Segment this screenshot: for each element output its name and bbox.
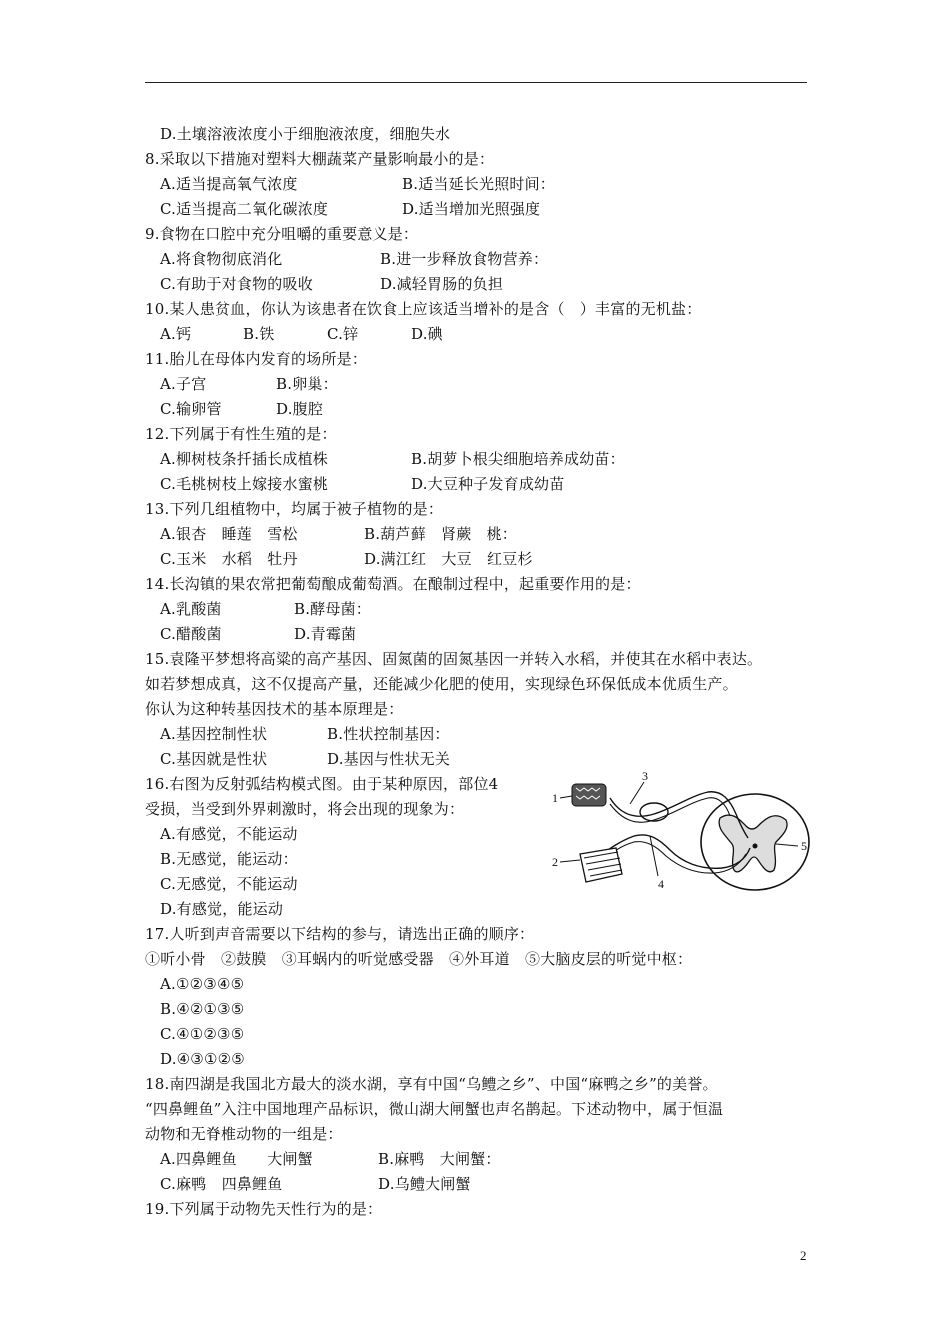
text-line: A.①②③④⑤	[160, 975, 245, 993]
text-line: C.无感觉，不能运动	[160, 875, 298, 893]
central-canal	[753, 844, 758, 849]
text-line: C.玉米 水稻 牡丹	[160, 550, 298, 568]
text-line: 9.食物在口腔中充分咀嚼的重要意义是：	[145, 225, 419, 243]
text-line: C.锌	[327, 325, 359, 343]
text-line: D.土壤溶液浓度小于细胞液浓度，细胞失水	[160, 125, 451, 143]
text-line: A.将食物彻底消化	[160, 250, 283, 268]
text-line: C.麻鸭 四鼻鲤鱼	[160, 1175, 283, 1193]
text-line: 你认为这种转基因技术的基本原理是：	[145, 700, 404, 718]
text-line: B.卵巢：	[276, 375, 338, 393]
text-line: A.子宫	[160, 375, 207, 393]
text-line: C.输卵管	[160, 400, 222, 418]
text-line: 如若梦想成真，这不仅提高产量，还能减少化肥的使用，实现绿色环保低成本优质生产。	[145, 675, 738, 693]
text-line: D.碘	[411, 325, 443, 343]
text-line: 12.下列属于有性生殖的是：	[145, 425, 337, 443]
text-line: A.基因控制性状	[160, 725, 268, 743]
text-line: 16.右图为反射弧结构模式图。由于某种原因，部位4	[145, 775, 499, 793]
text-line: A.适当提高氧气浓度	[160, 175, 298, 193]
text-line: A.有感觉，不能运动	[160, 825, 298, 843]
text-line: D.乌鳢大闸蟹	[378, 1175, 471, 1193]
text-line: B.性状控制基因：	[327, 725, 450, 743]
header-rule	[145, 82, 807, 83]
text-line: C.基因就是性状	[160, 750, 268, 768]
text-line: B.无感觉，能运动：	[160, 850, 298, 868]
text-line: B.葫芦藓 肾蕨 桃：	[364, 525, 517, 543]
text-line: C.毛桃树枝上嫁接水蜜桃	[160, 475, 329, 493]
gray-matter	[719, 815, 787, 872]
text-line: 15.袁隆平梦想将高粱的高产基因、固氮菌的固氮基因一并转入水稻，并使其在水稻中表达。	[145, 650, 763, 668]
text-line: B.胡萝卜根尖细胞培养成幼苗：	[411, 450, 625, 468]
text-line: 13.下列几组植物中，均属于被子植物的是：	[145, 500, 444, 518]
reflex-arc-diagram	[550, 770, 815, 895]
text-line: C.④①②③⑤	[160, 1025, 245, 1043]
label-2: 2	[552, 855, 558, 869]
text-line: B.适当延长光照时间：	[402, 175, 555, 193]
text-line: ①听小骨 ②鼓膜 ③耳蜗内的听觉感受器 ④外耳道 ⑤大脑皮层的听觉中枢：	[145, 950, 693, 968]
text-line: A.柳树枝条扦插长成植株	[160, 450, 329, 468]
label-5: 5	[801, 839, 807, 853]
text-line: 受损，当受到外界刺激时，将会出现的现象为：	[145, 800, 465, 818]
text-line: C.有助于对食物的吸收	[160, 275, 313, 293]
text-line: B.④②①③⑤	[160, 1000, 245, 1018]
text-line: D.适当增加光照强度	[402, 200, 541, 218]
motor-nerve	[600, 835, 750, 868]
text-line: D.青霉菌	[294, 625, 357, 643]
text-line: A.钙	[160, 325, 192, 343]
text-line: A.乳酸菌	[160, 600, 222, 618]
text-line: 14.长沟镇的果农常把葡萄酿成葡萄酒。在酿制过程中，起重要作用的是：	[145, 575, 641, 593]
text-line: 17.人听到声音需要以下结构的参与，请选出正确的顺序：	[145, 925, 535, 943]
text-line: 10.某人患贫血，你认为该患者在饮食上应该适当增补的是含（ ）丰富的无机盐：	[145, 300, 702, 318]
text-line: A.银杏 睡莲 雪松	[160, 525, 298, 543]
text-line: 动物和无脊椎动物的一组是：	[145, 1125, 343, 1143]
text-line: B.进一步释放食物营养：	[380, 250, 549, 268]
text-line: C.醋酸菌	[160, 625, 222, 643]
text-line: 8.采取以下措施对塑料大棚蔬菜产量影响最小的是：	[145, 150, 495, 168]
text-line: “四鼻鲤鱼”入注中国地理产品标识，微山湖大闸蟹也声名鹊起。下述动物中，属于恒温	[145, 1100, 724, 1118]
text-line: B.酵母菌：	[294, 600, 371, 618]
receptor	[572, 784, 606, 806]
page-number: 2	[800, 1248, 807, 1263]
text-line: D.腹腔	[276, 400, 324, 418]
text-line: D.满江红 大豆 红豆杉	[364, 550, 533, 568]
text-line: D.基因与性状无关	[327, 750, 451, 768]
text-line: D.大豆种子发育成幼苗	[411, 475, 565, 493]
ganglion	[640, 803, 668, 821]
label-3: 3	[642, 770, 648, 783]
label-4: 4	[658, 877, 664, 891]
text-line: D.有感觉，能运动	[160, 900, 284, 918]
text-line: B.麻鸭 大闸蟹：	[378, 1150, 501, 1168]
text-line: D.减轻胃肠的负担	[380, 275, 504, 293]
text-line: A.四鼻鲤鱼 大闸蟹	[160, 1150, 313, 1168]
text-line: D.④③①②⑤	[160, 1050, 245, 1068]
text-line: B.铁	[243, 325, 275, 343]
text-line: C.适当提高二氧化碳浓度	[160, 200, 329, 218]
text-line: 18.南四湖是我国北方最大的淡水湖，享有中国“乌鳢之乡”、中国“麻鸭之乡”的美誉。	[145, 1075, 718, 1093]
text-line: 11.胎儿在母体内发育的场所是：	[145, 350, 368, 368]
label-1: 1	[552, 791, 558, 805]
text-line: 19.下列属于动物先天性行为的是：	[145, 1200, 383, 1218]
